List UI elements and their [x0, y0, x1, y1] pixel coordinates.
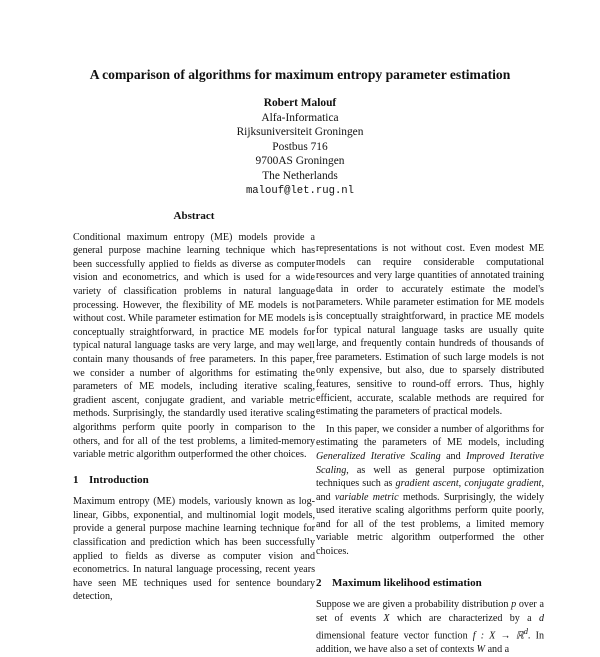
text-run: dimensional feature vector function: [316, 630, 473, 642]
section-number: 2: [316, 576, 322, 589]
affiliation-line: 9700AS Groningen: [255, 155, 345, 168]
term-gradient-ascent: gradient ascent: [395, 478, 459, 490]
term-conjugate-gradient: conjugate gradient: [464, 478, 542, 490]
text-run: methods. Surprisingly, the widely used iterative scaling algorithms perform quite poorly, and for all of the test problems, a limited memory variable metric algorithm outperformed the other choices.: [316, 491, 544, 558]
text-run: and a: [485, 644, 510, 656]
affiliation-line: Alfa-Informatica: [261, 111, 339, 124]
author-block: [0, 96, 600, 198]
abstract-text: Conditional maximum entropy (ME) models provide a general purpose machine learning technique which has been successfully applied to fields as diverse as computer vision and econometrics, and which is used for a wide variety of classification problems in natural language processing. However, the flexibility of ME models is not without cost. While parameter estimation for ME models is conceptually straightforward, in practice ME models for typical natural language tasks are very large, and may well contain many thousands of free parameters. In this paper, we consider a number of algorithms for estimating the parameters of ME models, including iterative scaling, gradient ascent, conjugate gradient, and variable metric methods. Surprisingly, the standardly used iterative scaling algorithms perform quite poorly in comparison to the others, and for all of the test problems, a limited-memory variable metric algorithm outperformed the other choices.: [73, 231, 315, 461]
affiliation-line: Postbus 716: [272, 140, 328, 153]
section-title: Introduction: [89, 473, 149, 486]
right-paragraph-2: [316, 423, 544, 559]
introduction-text: Maximum entropy (ME) models, variously known as log-linear, Gibbs, exponential, and multinomial logit models, provide a general purpose machine learning technique for classification and prediction which has been successfully applied to fields as diverse as computer vision and econometrics. In natural language processing, recent years have seen ME techniques used for sentence boundary detection,: [73, 496, 315, 603]
affiliation-line: Rijksuniversiteit Groningen: [236, 126, 364, 139]
math-w: W: [476, 644, 486, 656]
section-heading-ml-estimation: [316, 577, 544, 591]
author-name: Robert Malouf: [263, 97, 337, 109]
math-p: p: [511, 599, 517, 611]
text-run: , as well as general purpose optimization techniques such as: [316, 464, 544, 490]
affiliation-line: The Netherlands: [262, 169, 338, 182]
text-run: . In addition, we have also a set of contexts: [316, 630, 544, 656]
term-gis: Generalized Iterative Scaling: [316, 450, 441, 462]
text-run: , and: [316, 478, 545, 503]
text-run: which are characterized by a: [389, 612, 539, 624]
right-column: [316, 242, 544, 657]
abstract-heading: Abstract: [173, 210, 215, 222]
math-f: f : X → ℝ: [472, 630, 524, 642]
section-number: 1: [73, 473, 79, 486]
math-sup-d: d: [523, 627, 528, 637]
math-x: X: [383, 612, 390, 624]
text-run: over a set of events: [316, 599, 544, 624]
term-variable-metric: variable metric: [334, 491, 399, 503]
author-email[interactable]: malouf@let.rug.nl: [245, 184, 355, 197]
section-heading-introduction: [73, 474, 315, 488]
paper-title: A comparison of algorithms for maximum entropy parameter estimation: [89, 67, 511, 82]
term-iis: Improved Iterative Scaling: [316, 450, 544, 476]
text-run: Suppose we are given a probability distribution: [316, 599, 512, 611]
right-paragraph-1: representations is not without cost. Even modest ME models can require considerable computational resources and very large quantities of annotated training data in order to accurately estimate the model's parameters. While parameter estimation for ME models is conceptually straightforward, in practice ME models for typical natural language tasks are usually quite large, and frequently contain hundreds of thousands of free parameters. Estimation of such large models is not only expensive, but also, due to sparsely distributed features, sensitive to round-off errors. Thus, highly efficient, accurate, scalable methods are required for estimating the parameters of practical models.: [316, 243, 544, 418]
text-run: In this paper, we consider a number of algorithms for estimating the parameters of ME models, including: [316, 423, 544, 449]
text-run: and: [440, 450, 467, 462]
section-title: Maximum likelihood estimation: [332, 576, 482, 589]
text-run: ,: [458, 478, 465, 490]
section2-text: [316, 598, 544, 657]
left-column: [73, 210, 315, 604]
math-d: d: [538, 612, 544, 624]
